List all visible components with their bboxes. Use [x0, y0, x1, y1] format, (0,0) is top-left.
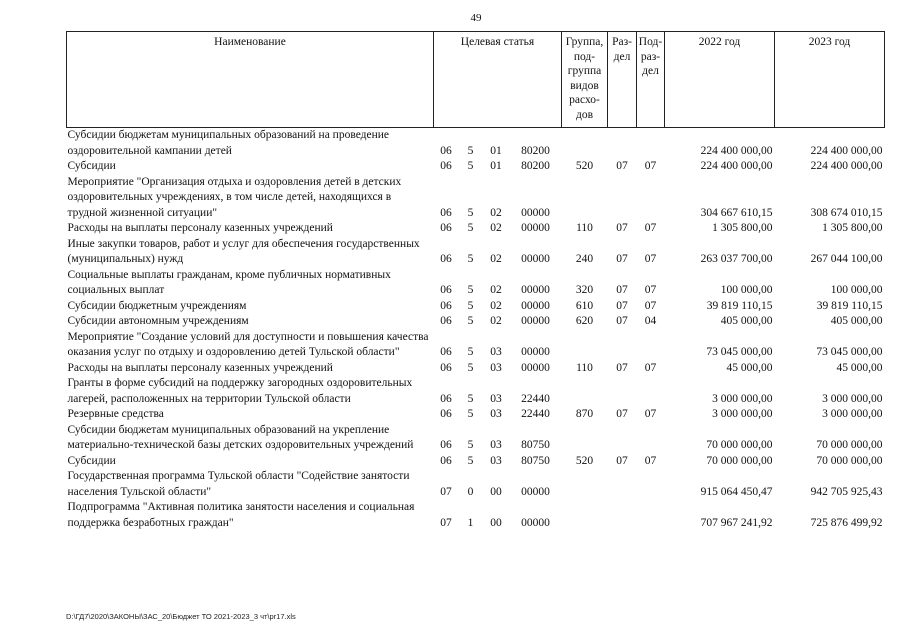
target-direction: 00000 — [521, 253, 550, 265]
expense-group — [562, 469, 608, 500]
row-name: Расходы на выплаты персоналу казенных учреждений — [67, 361, 333, 374]
target-subprogram: 0 — [467, 485, 474, 498]
target-direction: 00000 — [521, 516, 550, 529]
target-subprogram: 5 — [467, 299, 474, 312]
section — [608, 423, 637, 454]
target-event: 03 — [490, 392, 502, 405]
section: 07 — [616, 361, 628, 374]
target-subprogram: 5 — [467, 346, 474, 358]
target-subprogram: 5 — [467, 206, 474, 219]
subsection — [637, 423, 665, 454]
target-subprogram: 5 — [467, 253, 474, 265]
row-name: Субсидии бюджетам муниципальных образований на проведение оздоровительной кампании детей — [67, 129, 390, 157]
target-event: 03 — [490, 361, 502, 374]
subsection — [637, 175, 665, 222]
amount-2022: 1 305 800,00 — [712, 222, 773, 234]
section — [608, 469, 637, 500]
amount-2023: 224 400 000,00 — [810, 160, 883, 172]
expense-group — [562, 423, 608, 454]
header-group: Группа, под-группа видов расхо-дов — [562, 32, 608, 128]
subsection — [637, 500, 665, 531]
target-event: 03 — [490, 439, 502, 451]
target-program: 06 — [440, 408, 452, 420]
section: 07 — [616, 299, 628, 312]
target-direction: 00000 — [521, 284, 550, 296]
row-name: Резервные средства — [67, 408, 164, 420]
page-number: 49 — [470, 12, 482, 24]
table-header-row — [67, 32, 885, 128]
table-row — [67, 221, 885, 237]
table-row — [67, 175, 885, 222]
target-subprogram: 5 — [467, 408, 474, 420]
section: 07 — [616, 284, 628, 296]
target-program: 06 — [440, 253, 452, 265]
row-name: Иные закупки товаров, работ и услуг для обеспечения государственных (муниципальных) нужд — [67, 237, 420, 265]
expense-group: 320 — [575, 284, 594, 296]
amount-2022: 39 819 110,15 — [706, 299, 773, 312]
footer-file-path: D:\ГД7\2020\ЗАКОНЫ\ЗАС_20\Бюджет ТО 2021-2023_3 чт\pr17.xls — [66, 612, 296, 621]
target-event: 02 — [490, 222, 502, 234]
header-subsection: Под-раз-дел — [637, 32, 665, 128]
amount-2022: 263 037 700,00 — [700, 253, 773, 265]
target-subprogram: 5 — [467, 222, 474, 234]
row-name: Субсидии — [67, 454, 116, 467]
target-subprogram: 5 — [467, 284, 474, 296]
expense-group — [562, 330, 608, 361]
target-program: 06 — [440, 284, 452, 296]
target-event: 03 — [490, 346, 502, 358]
target-direction: 00000 — [521, 315, 550, 327]
subsection: 07 — [644, 361, 657, 374]
expense-group — [562, 500, 608, 531]
target-program: 06 — [440, 361, 452, 374]
target-direction: 80200 — [521, 144, 550, 157]
amount-2023: 3 000 000,00 — [822, 392, 883, 405]
amount-2022: 915 064 450,47 — [700, 485, 773, 498]
amount-2022: 707 967 241,92 — [700, 516, 773, 529]
target-direction: 80200 — [521, 160, 550, 172]
expense-group: 110 — [576, 361, 593, 374]
row-name: Субсидии — [67, 160, 116, 172]
target-program: 07 — [440, 485, 452, 498]
subsection: 07 — [644, 253, 657, 265]
section: 07 — [616, 160, 628, 172]
amount-2023: 942 705 925,43 — [810, 485, 883, 498]
table-row — [67, 469, 885, 500]
row-name: Подпрограмма "Активная политика занятости населения и социальная поддержка безработных граждан" — [67, 501, 415, 529]
target-event: 01 — [490, 160, 502, 172]
amount-2022: 224 400 000,00 — [700, 160, 773, 172]
target-event: 01 — [490, 144, 502, 157]
section: 07 — [616, 408, 628, 420]
amount-2023: 39 819 110,15 — [816, 299, 883, 312]
target-event: 02 — [490, 284, 502, 296]
row-name: Расходы на выплаты персоналу казенных учреждений — [67, 222, 333, 234]
budget-table — [66, 31, 885, 531]
amount-2023: 70 000 000,00 — [816, 454, 883, 467]
target-program: 06 — [440, 392, 452, 405]
table-row — [67, 376, 885, 407]
table-body — [67, 128, 885, 532]
header-section: Раз-дел — [608, 32, 637, 128]
expense-group — [562, 175, 608, 222]
target-direction: 00000 — [521, 361, 550, 374]
table-row — [67, 314, 885, 330]
table-row — [67, 407, 885, 423]
table-row — [67, 159, 885, 175]
table-row — [67, 454, 885, 470]
subsection — [637, 128, 665, 160]
target-direction: 22440 — [521, 408, 550, 420]
target-program: 06 — [440, 144, 452, 157]
target-program: 06 — [440, 222, 452, 234]
row-name: Мероприятие "Организация отдыха и оздоровления детей в детских оздоровительных учреждениях, в том числе детей, находящихся в трудной жизненной ситуации" — [67, 175, 402, 219]
amount-2023: 308 674 010,15 — [810, 206, 883, 219]
amount-2022: 70 000 000,00 — [706, 454, 773, 467]
target-program: 06 — [440, 439, 452, 451]
subsection: 07 — [644, 284, 657, 296]
target-direction: 80750 — [521, 454, 550, 467]
target-program: 06 — [440, 454, 452, 467]
section: 07 — [616, 454, 628, 467]
target-direction: 80750 — [521, 439, 550, 451]
section — [608, 376, 637, 407]
target-subprogram: 5 — [467, 361, 474, 374]
amount-2023: 3 000 000,00 — [822, 408, 883, 420]
row-name: Субсидии автономным учреждениям — [67, 315, 249, 327]
section — [608, 330, 637, 361]
target-direction: 00000 — [521, 222, 550, 234]
subsection: 07 — [644, 222, 657, 234]
amount-2022: 45 000,00 — [726, 361, 773, 374]
target-direction: 00000 — [521, 206, 550, 219]
target-program: 06 — [440, 206, 452, 219]
target-subprogram: 5 — [467, 439, 474, 451]
header-name: Наименование — [67, 32, 434, 128]
table-row — [67, 237, 885, 268]
amount-2022: 70 000 000,00 — [706, 439, 773, 451]
subsection: 04 — [644, 315, 657, 327]
amount-2022: 73 045 000,00 — [706, 346, 773, 358]
subsection — [637, 330, 665, 361]
amount-2022: 3 000 000,00 — [712, 392, 773, 405]
target-event: 00 — [490, 516, 502, 529]
row-name: Социальные выплаты гражданам, кроме публичных нормативных социальных выплат — [67, 268, 391, 296]
target-subprogram: 5 — [467, 160, 474, 172]
subsection: 07 — [644, 299, 657, 312]
target-program: 06 — [440, 315, 452, 327]
subsection: 07 — [644, 160, 657, 172]
target-subprogram: 1 — [467, 516, 474, 529]
row-name: Субсидии бюджетным учреждениям — [67, 299, 247, 312]
table-row — [67, 299, 885, 315]
subsection — [637, 376, 665, 407]
target-subprogram: 5 — [467, 392, 474, 405]
target-direction: 00000 — [521, 299, 550, 312]
amount-2022: 405 000,00 — [720, 315, 773, 327]
target-event: 02 — [490, 206, 502, 219]
target-event: 00 — [490, 485, 502, 498]
target-direction: 00000 — [521, 346, 550, 358]
section: 07 — [616, 253, 628, 265]
section — [608, 175, 637, 222]
table-row — [67, 361, 885, 377]
row-name: Субсидии бюджетам муниципальных образований на укрепление материально-технической базы детских оздоровительных учреждений — [67, 423, 414, 451]
amount-2023: 224 400 000,00 — [810, 144, 883, 157]
header-2023: 2023 год — [775, 32, 885, 128]
expense-group: 110 — [576, 222, 593, 234]
expense-group: 610 — [575, 299, 594, 312]
amount-2022: 100 000,00 — [720, 284, 773, 296]
table-row — [67, 330, 885, 361]
section: 07 — [616, 315, 628, 327]
subsection: 07 — [644, 408, 657, 420]
section: 07 — [616, 222, 628, 234]
target-event: 02 — [490, 315, 502, 327]
target-subprogram: 5 — [467, 454, 474, 467]
expense-group: 620 — [575, 315, 594, 327]
subsection — [637, 469, 665, 500]
target-subprogram: 5 — [467, 315, 474, 327]
row-name: Мероприятие "Создание условий для доступности и повышения качества оказания услуг по отдыху и оздоровлению детей Тульской области" — [67, 330, 429, 358]
amount-2023: 73 045 000,00 — [816, 346, 883, 358]
target-event: 02 — [490, 253, 502, 265]
amount-2023: 267 044 100,00 — [810, 253, 883, 265]
amount-2022: 224 400 000,00 — [700, 144, 773, 157]
target-event: 02 — [490, 299, 502, 312]
amount-2023: 100 000,00 — [830, 284, 883, 296]
table-row — [67, 128, 885, 160]
target-event: 03 — [490, 454, 502, 467]
target-event: 03 — [490, 408, 502, 420]
expense-group: 240 — [575, 253, 594, 265]
amount-2023: 45 000,00 — [836, 361, 883, 374]
expense-group — [562, 128, 608, 160]
row-name: Государственная программа Тульской области "Содействие занятости населения Тульской области" — [67, 470, 410, 498]
amount-2023: 725 876 499,92 — [810, 516, 883, 529]
target-program: 07 — [440, 516, 452, 529]
target-subprogram: 5 — [467, 144, 474, 157]
section — [608, 500, 637, 531]
header-target: Целевая статья — [434, 32, 562, 128]
expense-group: 520 — [575, 454, 594, 467]
amount-2023: 70 000 000,00 — [816, 439, 883, 451]
target-direction: 22440 — [521, 392, 550, 405]
header-2022: 2022 год — [665, 32, 775, 128]
table-row — [67, 500, 885, 531]
target-direction: 00000 — [521, 485, 550, 498]
amount-2023: 1 305 800,00 — [822, 222, 883, 234]
amount-2022: 3 000 000,00 — [712, 408, 773, 420]
row-name: Гранты в форме субсидий на поддержку загородных оздоровительных лагерей, расположенных на территории Тульской области — [67, 377, 413, 405]
expense-group: 870 — [575, 408, 594, 420]
expense-group — [562, 376, 608, 407]
target-program: 06 — [440, 346, 452, 358]
amount-2022: 304 667 610,15 — [700, 206, 773, 219]
amount-2023: 405 000,00 — [830, 315, 883, 327]
table-row — [67, 423, 885, 454]
target-program: 06 — [440, 299, 452, 312]
expense-group: 520 — [575, 160, 594, 172]
section — [608, 128, 637, 160]
table-row — [67, 268, 885, 299]
target-program: 06 — [440, 160, 452, 172]
subsection: 07 — [644, 454, 657, 467]
